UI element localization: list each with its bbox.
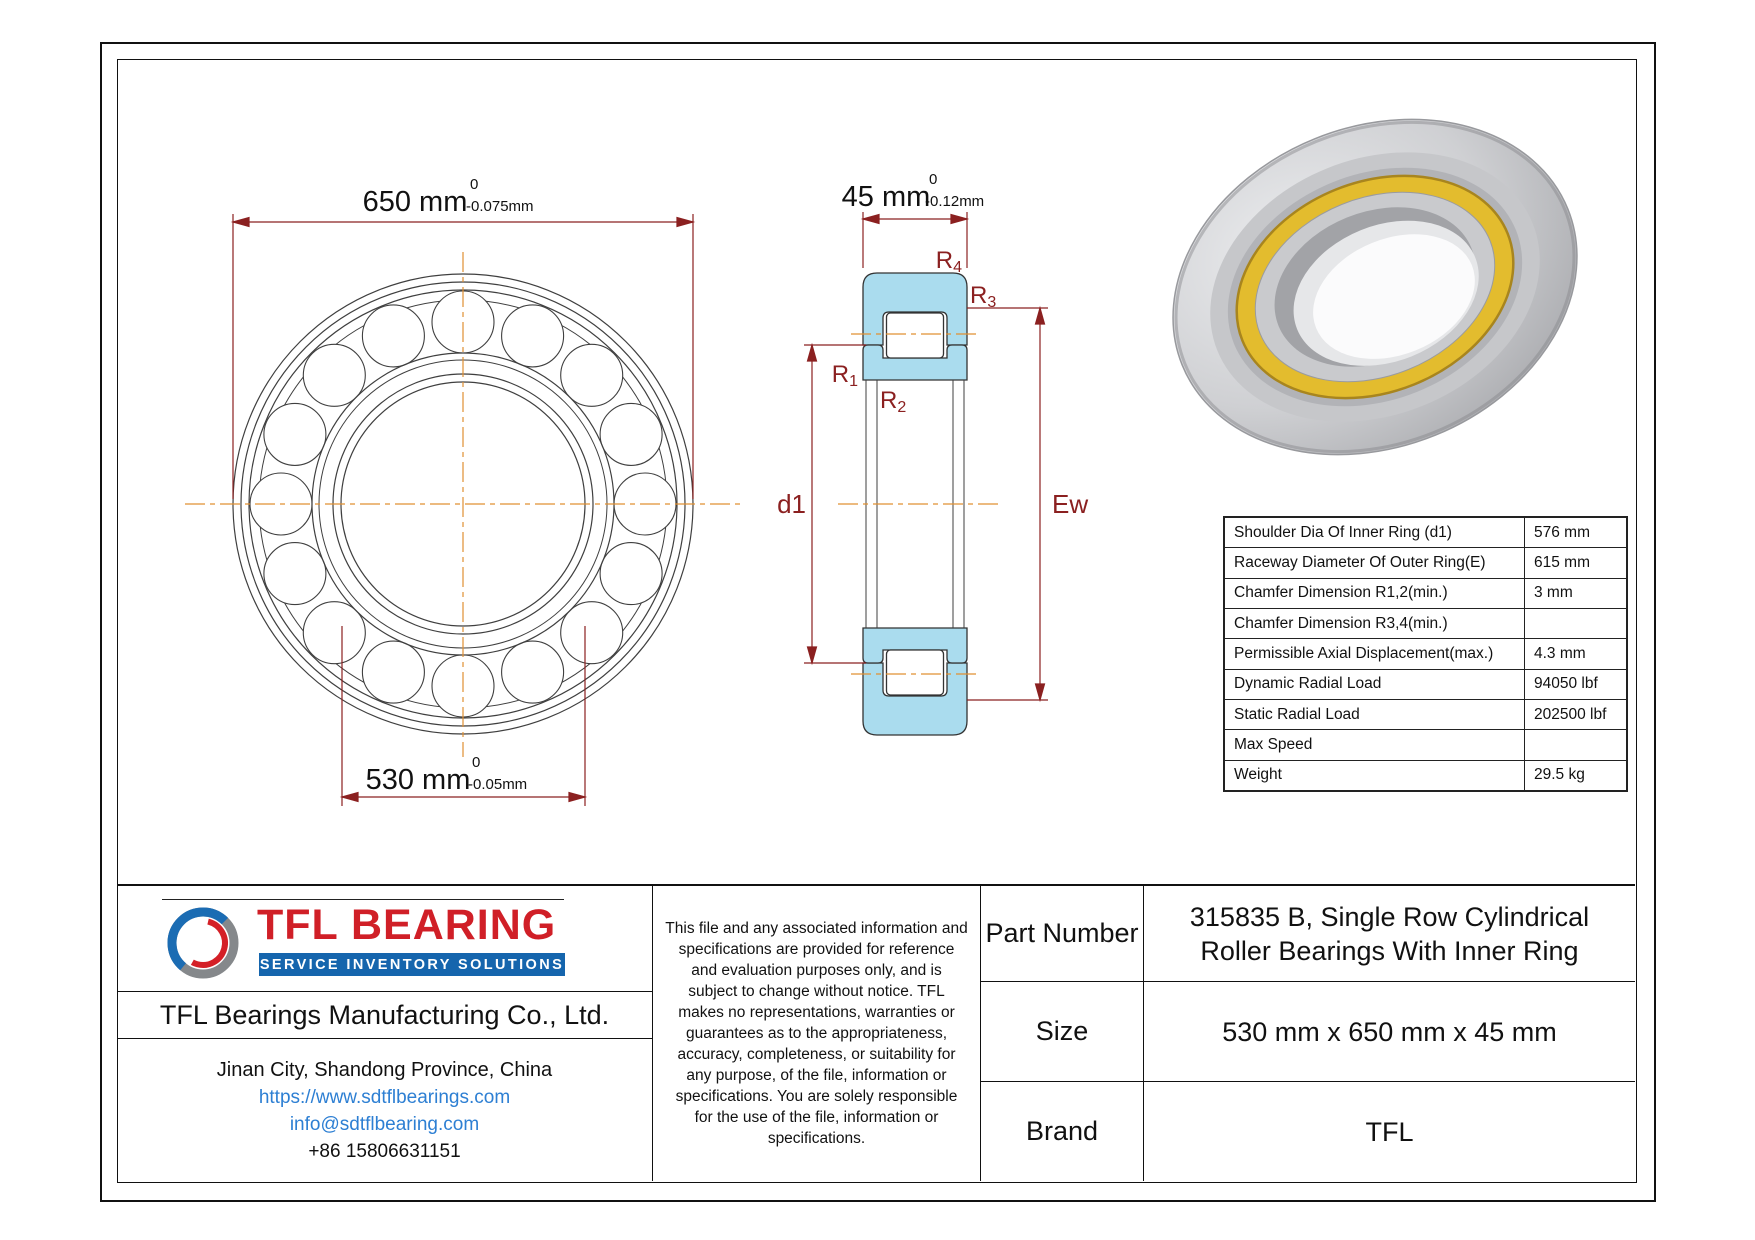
spec-value: 3 mm [1534,584,1573,602]
spec-label: Raceway Diameter Of Outer Ring(E) [1225,548,1525,577]
label-r2: R2 [880,387,907,416]
company-name: TFL Bearings Manufacturing Co., Ltd. [117,992,652,1039]
label-r3: R3 [970,282,997,311]
label-d1: d1 [777,489,806,519]
dim-bore-tol-bottom: -0.05mm [468,776,528,793]
table-row [1225,730,1626,760]
company-phone: +86 15806631151 [308,1141,461,1162]
label-ew: Ew [1052,489,1089,519]
spec-value: 94050 lbf [1534,675,1598,693]
spec-value [1525,730,1626,759]
spec-label: Chamfer Dimension R3,4(min.) [1225,609,1525,638]
dim-width-tol-top: 0 [929,171,938,188]
disclaimer-text: This file and any associated information and specifications are provided for reference and evaluation purposes only, and is subject to change without notice. TFL makes no representations, warranties or guarantees as to the appropriateness, accuracy, completeness, or suitability for any purpose, of the file, information or specifications. You are solely responsible for the use of the file, information or specifications. [665,920,968,1147]
company-column [117,886,653,1181]
spec-label: Static Radial Load [1225,700,1525,729]
disclaimer-cell [653,886,981,1181]
table-row [1225,700,1626,730]
spec-label: Weight [1225,761,1525,790]
logo-tagline: SERVICE INVENTORY SOLUTIONS [259,953,565,976]
size-label: Size [981,982,1144,1081]
part-number-row [981,886,1635,982]
size-row [981,982,1635,1082]
part-info-table [981,886,1635,1181]
table-row [1225,609,1626,639]
spec-value: 615 mm [1534,553,1590,571]
dim-bore-text: 530 mm [365,764,471,796]
spec-value: 576 mm [1534,523,1590,541]
spec-value: 29.5 kg [1534,766,1585,784]
spec-label: Max Speed [1225,730,1525,759]
brand-row [981,1082,1635,1181]
spec-label: Dynamic Radial Load [1225,670,1525,699]
table-row [1225,639,1626,669]
dim-od-tol-top: 0 [470,176,479,193]
table-row [1225,518,1626,548]
bearing-3d-render [1122,61,1628,514]
brand-label: Brand [981,1082,1144,1181]
spec-label: Chamfer Dimension R1,2(min.) [1225,579,1525,608]
part-number-label: Part Number [981,886,1144,981]
dim-bore-tol-top: 0 [472,754,481,771]
spec-value: 4.3 mm [1534,644,1586,662]
company-address: Jinan City, Shandong Province, China [216,1059,553,1081]
spec-label: Shoulder Dia Of Inner Ring (d1) [1225,518,1525,547]
dim-od-text: 650 mm [362,186,468,218]
label-r4: R4 [935,247,962,276]
spec-table [1223,516,1628,792]
company-contact [117,1039,652,1183]
dim-od-tol-bottom: -0.075mm [466,198,534,215]
spec-label: Permissible Axial Displacement(max.) [1225,639,1525,668]
company-email-link[interactable]: info@sdtflbearing.com [289,1114,480,1135]
table-row [1225,548,1626,578]
company-logo [117,886,652,992]
logo-brand-text: TFL BEARING [257,901,557,949]
title-block [117,884,1635,1181]
table-row [1225,579,1626,609]
table-row [1225,761,1626,790]
company-website-link[interactable]: https://www.sdtflbearings.com [258,1087,511,1108]
dim-width-tol-bottom: -0.12mm [925,193,985,210]
spec-value: 202500 lbf [1534,705,1607,723]
brand-value: TFL [1365,1116,1414,1147]
spec-value [1525,609,1626,638]
label-r1: R1 [831,361,858,390]
table-row [1225,670,1626,700]
part-number-value: 315835 B, Single Row Cylindrical Roller Bearings With Inner Ring [1189,901,1590,966]
dim-width-text: 45 mm [841,181,931,213]
size-value: 530 mm x 650 mm x 45 mm [1222,1016,1557,1047]
